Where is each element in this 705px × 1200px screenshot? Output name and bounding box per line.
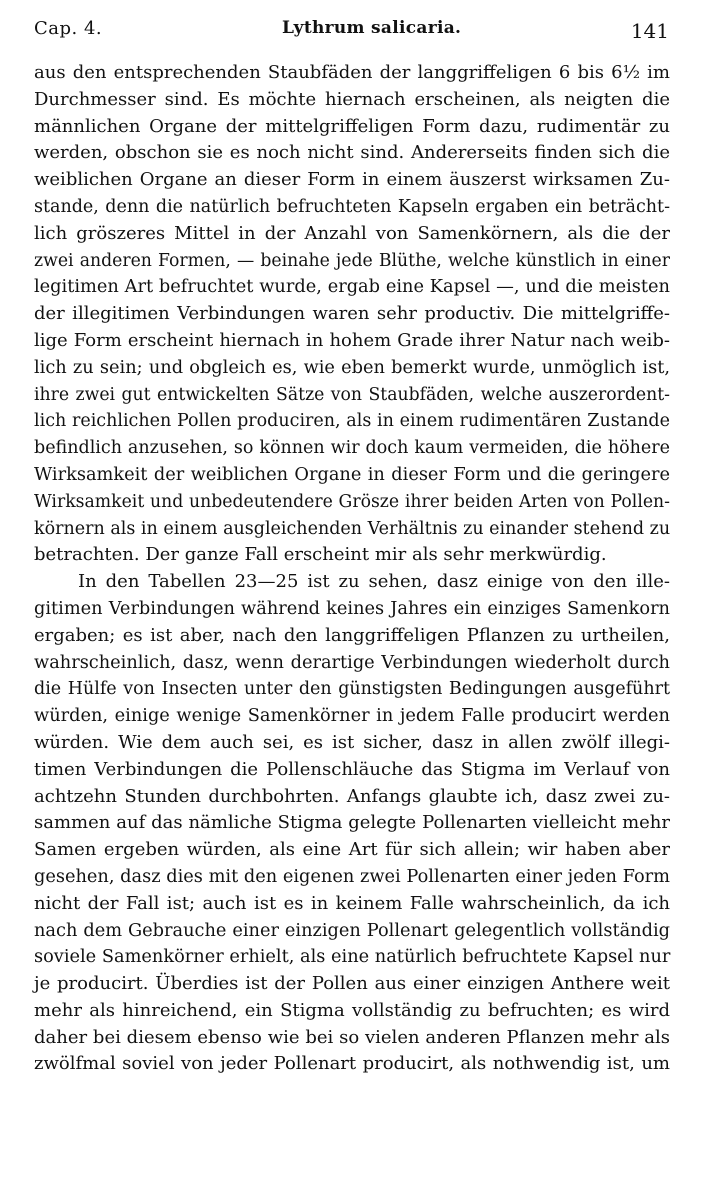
text-line: zwei anderen Formen, — beinahe jede Blüthe, welche künstlich in einer: [34, 250, 670, 271]
text-line: lich zu sein; und obgleich es, wie eben bemerkt wurde, unmöglich ist,: [34, 357, 670, 378]
text-line: männlichen Organe der mittelgriffeligen Form dazu, rudimentär zu: [34, 115, 670, 137]
text-line: Samen ergeben würden, als eine Art für sich allein; wir haben aber: [34, 839, 670, 861]
text-line: nicht der Fall ist; auch ist es in keinem Falle wahrscheinlich, da ich: [34, 892, 670, 914]
text-line: gitimen Verbindungen während keines Jahres ein einziges Samenkorn: [34, 598, 670, 619]
text-line: lich gröszeres Mittel in der Anzahl von Samenkörnern, als die der: [34, 222, 670, 244]
text-line: befindlich anzusehen, so können wir doch kaum vermeiden, die höhere: [34, 438, 670, 459]
text-line: sammen auf das nämliche Stigma gelegte Pollenarten vielleicht mehr: [34, 812, 670, 834]
paragraph-start-line: In den Tabellen 23—25 ist zu sehen, dasz einige von den ille-: [78, 571, 670, 593]
text-line: aus den entsprechenden Staubfäden der langgriffeligen 6 bis 6½ im: [34, 62, 670, 83]
text-line: körnern als in einem ausgleichenden Verhältnis zu einander stehend zu: [34, 518, 671, 539]
text-line: wahrscheinlich, dasz, wenn derartige Verbindungen wiederholt durch: [34, 652, 670, 673]
running-header: [34, 18, 669, 44]
text-line: Wirksamkeit und unbedeutendere Grösze ihrer beiden Arten von Pollen-: [34, 491, 670, 512]
page-number: 141: [630, 19, 669, 43]
text-line: daher bei diesem ebenso wie bei so vielen anderen Pflanzen mehr als: [34, 1026, 670, 1048]
text-line: Durchmesser sind. Es möchte hiernach erscheinen, als neigten die: [34, 88, 670, 110]
running-title: Lythrum salicaria.: [282, 18, 462, 38]
text-line: lich reichlichen Pollen produciren, als in einem rudimentären Zustande: [34, 411, 670, 432]
text-line: stande, denn die natürlich befruchteten Kapseln ergaben ein beträcht-: [34, 196, 670, 217]
text-line: werden, obschon sie es noch nicht sind. Andererseits finden sich die: [34, 142, 670, 164]
text-line: nach dem Gebrauche einer einzigen Pollenart gelegentlich vollständig: [34, 920, 670, 941]
text-line: mehr als hinreichend, ein Stigma vollständig zu befruchten; es wird: [34, 999, 670, 1021]
text-line: weiblichen Organe an dieser Form in einem äuszerst wirksamen Zu-: [34, 169, 670, 191]
text-line: würden, einige wenige Samenkörner in jedem Falle producirt werden: [34, 706, 670, 727]
text-line: würden. Wie dem auch sei, es ist sicher, dasz in allen zwölf illegi-: [34, 731, 670, 753]
chapter-label: Cap. 4.: [34, 18, 103, 39]
text-line: Wirksamkeit der weiblichen Organe in dieser Form und die geringere: [34, 464, 670, 485]
text-line: ihre zwei gut entwickelten Sätze von Staubfäden, welche auszerordent-: [34, 384, 670, 405]
paragraph-end-line: betrachten. Der ganze Fall erscheint mir als sehr merkwürdig.: [34, 544, 607, 566]
text-line: gesehen, dasz dies mit den eigenen zwei Pollenarten einer jeden Form: [34, 866, 670, 887]
text-line: achtzehn Stunden durchbohrten. Anfangs glaubte ich, dasz zwei zu-: [34, 785, 670, 807]
text-line: timen Verbindungen die Pollenschläuche das Stigma im Verlauf von: [34, 758, 670, 780]
text-line: der illegitimen Verbindungen waren sehr productiv. Die mittelgriffe-: [34, 303, 670, 325]
text-line: die Hülfe von Insecten unter den günstigsten Bedingungen ausgeführt: [34, 679, 670, 700]
body-text: [34, 60, 670, 1078]
text-line: soviele Samenkörner erhielt, als eine natürlich befruchtete Kapsel nur: [34, 947, 671, 968]
text-line: zwölfmal soviel von jeder Pollenart producirt, als nothwendig ist, um: [34, 1053, 670, 1075]
text-line: lige Form erscheint hiernach in hohem Grade ihrer Natur nach weib-: [34, 329, 670, 351]
text-line: je producirt. Überdies ist der Pollen aus einer einzigen Anthere weit: [34, 973, 670, 995]
text-line: legitimen Art befruchtet wurde, ergab eine Kapsel —, und die meisten: [34, 277, 670, 298]
text-line: ergaben; es ist aber, nach den langgriffeligen Pflanzen zu urtheilen,: [34, 624, 670, 646]
